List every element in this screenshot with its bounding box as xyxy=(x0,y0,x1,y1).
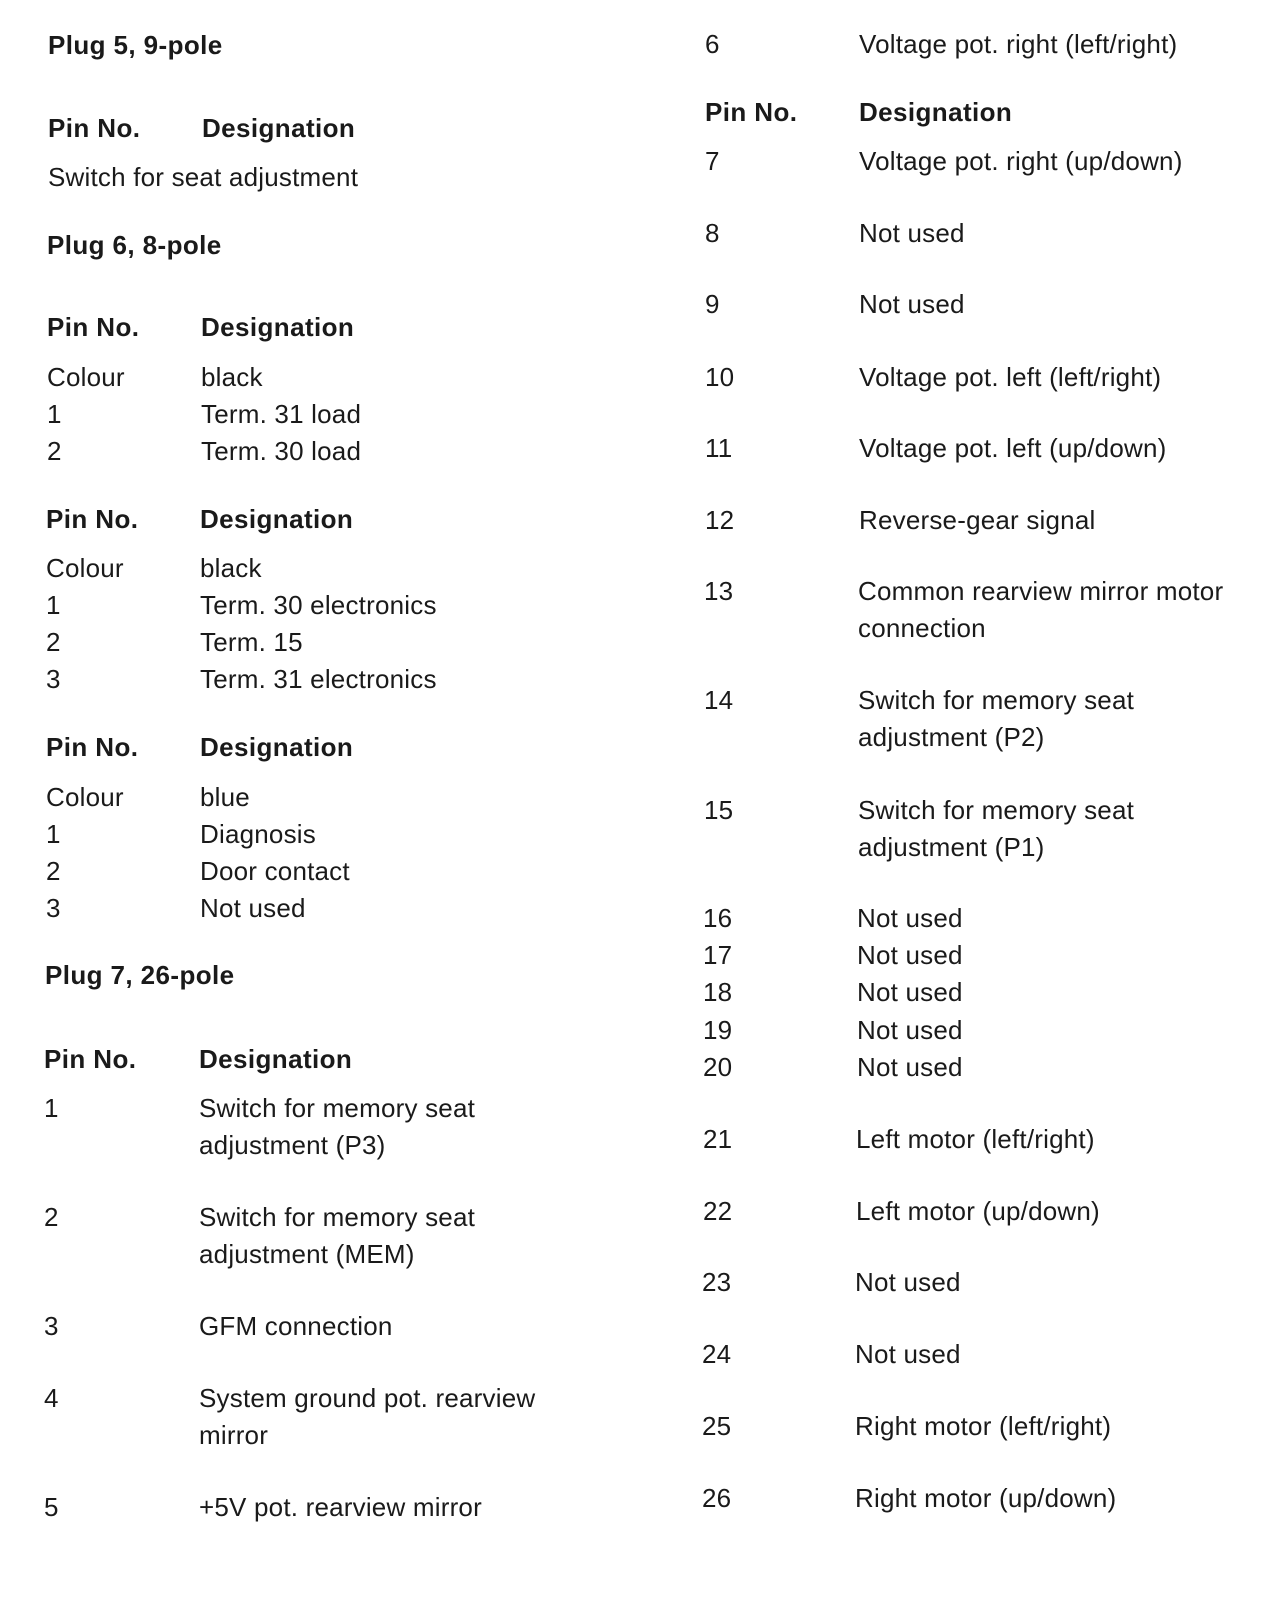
table-cell-designation: Left motor (up/down) xyxy=(856,1196,1100,1226)
table-cell-pin: 10 xyxy=(705,362,735,392)
plug6-group1-header-designation: Designation xyxy=(201,312,355,342)
table-cell-designation: Term. 31 load xyxy=(201,399,362,429)
table-cell-pin: 24 xyxy=(702,1339,732,1369)
plug6-group3-header-designation: Designation xyxy=(200,732,354,762)
plug7-title: Plug 7, 26-pole xyxy=(45,960,235,990)
table-cell-designation: Not used xyxy=(859,289,965,319)
table-cell-designation: Switch for memory seat xyxy=(858,685,1135,715)
plug6-group2-header-designation: Designation xyxy=(200,504,354,534)
table-cell-pin: 3 xyxy=(46,664,61,694)
table-cell-designation: Not used xyxy=(857,940,963,970)
right-header-designation: Designation xyxy=(859,97,1013,127)
plug5-note: Switch for seat adjustment xyxy=(48,162,359,192)
table-cell-pin: 6 xyxy=(705,29,720,59)
table-cell-designation: black xyxy=(201,362,263,392)
table-cell-designation: Term. 31 electronics xyxy=(200,664,437,694)
table-cell-pin: 8 xyxy=(705,218,720,248)
table-cell-pin: 2 xyxy=(46,856,61,886)
table-cell-designation: Right motor (up/down) xyxy=(855,1483,1117,1513)
table-cell-pin: 3 xyxy=(46,893,61,923)
table-cell-designation: Not used xyxy=(857,903,963,933)
table-cell-designation-cont: adjustment (P1) xyxy=(858,832,1045,862)
plug6-group2-header-pin: Pin No. xyxy=(46,504,139,534)
table-cell-pin: 22 xyxy=(703,1196,733,1226)
table-cell-designation-cont: adjustment (P3) xyxy=(199,1130,386,1160)
table-cell-designation-cont: mirror xyxy=(199,1420,269,1450)
table-cell-designation: Term. 30 electronics xyxy=(200,590,437,620)
table-cell-pin: 23 xyxy=(702,1267,732,1297)
table-cell-designation: Switch for memory seat xyxy=(858,795,1135,825)
table-cell-pin: 9 xyxy=(705,289,720,319)
table-cell-designation: Term. 15 xyxy=(200,627,303,657)
table-cell-pin: 15 xyxy=(704,795,734,825)
table-cell-designation: Switch for memory seat xyxy=(199,1093,476,1123)
table-cell-designation: Not used xyxy=(857,1052,963,1082)
table-cell-pin: 2 xyxy=(47,436,62,466)
table-cell-designation: System ground pot. rearview xyxy=(199,1383,536,1413)
table-cell-designation: +5V pot. rearview mirror xyxy=(199,1492,482,1522)
table-cell-pin: 25 xyxy=(702,1411,732,1441)
table-cell-designation: Not used xyxy=(200,893,306,923)
table-cell-pin: Colour xyxy=(47,362,125,392)
table-cell-pin: 2 xyxy=(46,627,61,657)
table-cell-designation: Not used xyxy=(857,1015,963,1045)
table-cell-designation: Common rearview mirror motor xyxy=(858,576,1224,606)
plug7-header-designation: Designation xyxy=(199,1044,353,1074)
table-cell-designation: Switch for memory seat xyxy=(199,1202,476,1232)
table-cell-pin: 12 xyxy=(705,505,735,535)
plug5-title: Plug 5, 9-pole xyxy=(48,30,223,60)
table-cell-designation-cont: adjustment (P2) xyxy=(858,722,1045,752)
table-cell-pin: 21 xyxy=(703,1124,733,1154)
table-cell-designation: Left motor (left/right) xyxy=(856,1124,1095,1154)
table-cell-pin: 7 xyxy=(705,146,720,176)
plug5-header-designation: Designation xyxy=(202,113,356,143)
plug6-title: Plug 6, 8-pole xyxy=(47,230,222,260)
table-cell-designation: Not used xyxy=(855,1339,961,1369)
table-cell-pin: 16 xyxy=(703,903,733,933)
table-cell-designation: Door contact xyxy=(200,856,350,886)
table-cell-designation-cont: adjustment (MEM) xyxy=(199,1239,415,1269)
table-cell-pin: 1 xyxy=(46,819,61,849)
table-cell-designation: Not used xyxy=(855,1267,961,1297)
table-cell-pin: 5 xyxy=(44,1492,59,1522)
table-cell-designation: Voltage pot. left (left/right) xyxy=(859,362,1162,392)
table-cell-designation: Not used xyxy=(857,977,963,1007)
table-cell-pin: 20 xyxy=(703,1052,733,1082)
table-cell-pin: 4 xyxy=(44,1383,59,1413)
table-cell-pin: 14 xyxy=(704,685,734,715)
table-cell-designation: Voltage pot. right (left/right) xyxy=(859,29,1178,59)
plug6-group3-header-pin: Pin No. xyxy=(46,732,139,762)
table-cell-pin: 19 xyxy=(703,1015,733,1045)
table-cell-pin: 11 xyxy=(705,433,733,463)
table-cell-pin: 18 xyxy=(703,977,733,1007)
table-cell-pin: 2 xyxy=(44,1202,59,1232)
table-cell-designation: Not used xyxy=(859,218,965,248)
table-cell-designation: blue xyxy=(200,782,250,812)
table-cell-pin: 1 xyxy=(47,399,62,429)
table-cell-pin: 1 xyxy=(46,590,61,620)
right-header-pin: Pin No. xyxy=(705,97,798,127)
table-cell-designation: Voltage pot. left (up/down) xyxy=(859,433,1167,463)
table-cell-designation: Term. 30 load xyxy=(201,436,362,466)
table-cell-pin: 26 xyxy=(702,1483,732,1513)
table-cell-designation-cont: connection xyxy=(858,613,986,643)
table-cell-pin: Colour xyxy=(46,782,124,812)
plug7-header-pin: Pin No. xyxy=(44,1044,137,1074)
table-cell-designation: black xyxy=(200,553,262,583)
table-cell-pin: 17 xyxy=(703,940,733,970)
table-cell-pin: 1 xyxy=(44,1093,59,1123)
plug5-header-pin: Pin No. xyxy=(48,113,141,143)
table-cell-designation: Reverse-gear signal xyxy=(859,505,1096,535)
table-cell-designation: Right motor (left/right) xyxy=(855,1411,1112,1441)
table-cell-pin: 13 xyxy=(704,576,734,606)
table-cell-designation: Voltage pot. right (up/down) xyxy=(859,146,1183,176)
plug6-group1-header-pin: Pin No. xyxy=(47,312,140,342)
table-cell-designation: Diagnosis xyxy=(200,819,316,849)
table-cell-designation: GFM connection xyxy=(199,1311,393,1341)
table-cell-pin: Colour xyxy=(46,553,124,583)
table-cell-pin: 3 xyxy=(44,1311,59,1341)
